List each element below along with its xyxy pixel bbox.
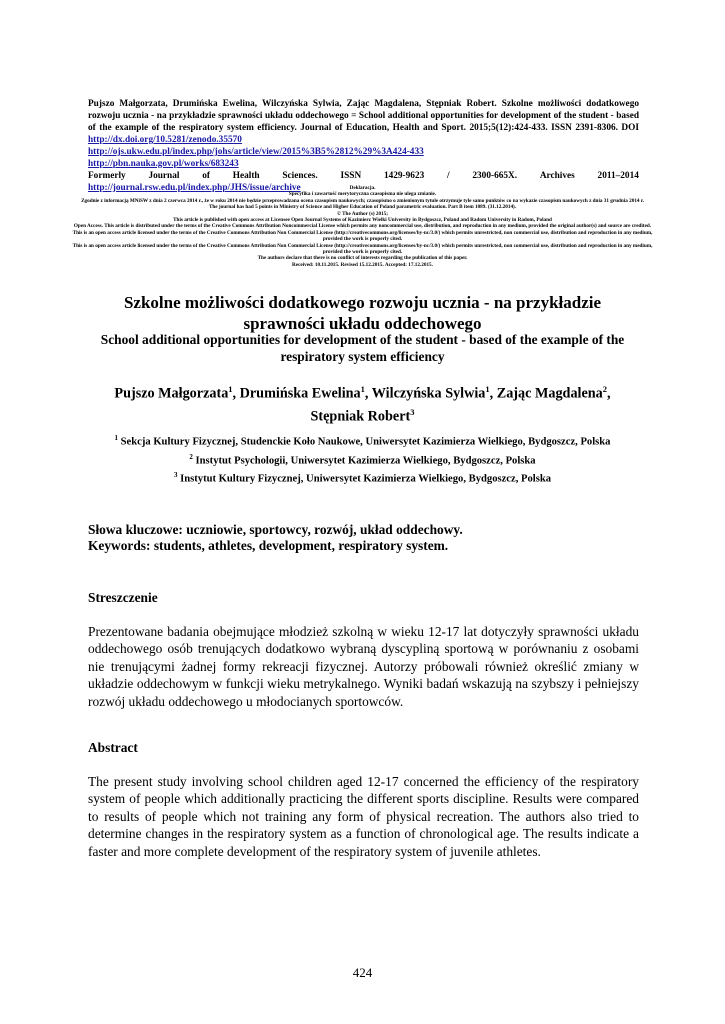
page-number: 424 [352, 965, 373, 980]
declaration-line: Specyfika i zawartość merytoryczna czasopisma nie ulega zmianie. [288, 191, 437, 198]
formerly-word: of [202, 171, 210, 181]
declaration-line: Deklaracja. [349, 185, 376, 191]
keywords-english: Keywords: students, athletes, development, respiratory system. [88, 538, 449, 553]
formerly-word: ISSN [340, 171, 362, 181]
affiliations [100, 431, 625, 487]
formerly-word: Formerly [88, 171, 126, 181]
author-affiliation-mark: 1 [228, 384, 233, 394]
affiliation-number: 3 [173, 471, 178, 480]
affiliation-number: 1 [114, 434, 118, 442]
pbn-link[interactable]: http://pbn.nauka.gov.pl/works/683243 [88, 159, 239, 169]
archive-link[interactable]: http://journal.rsw.edu.pl/index.php/JHS/issue/archive [88, 183, 301, 193]
author-separator: , [232, 385, 240, 402]
formerly-word: Archives [539, 171, 575, 181]
author-separator: , [364, 385, 372, 402]
author-name: Stępniak Robert [310, 408, 411, 425]
declaration-line: Received: 10.11.2015. Revised 15.12.2015. Accepted: 17.12.2015. [292, 261, 433, 268]
affiliation-item [100, 431, 625, 450]
declaration-block [70, 185, 655, 268]
declaration-line: This is an open access article licensed under the terms of the Creative Commons Attribution Non Commercial License (http://creativecommons.org/licenses/by-nc/3.0/) which permits unrestricted, non commercial use, distribution and reproduction in any medium, provided the work is properly cited. [72, 242, 653, 256]
author-name: Drumińska Ewelina [239, 385, 361, 402]
title-english: School additional opportunities for development of the student - based of the example of the respiratory system efficiency [100, 332, 625, 364]
affiliation-text: Instytut Psychologii, Uniwersytet Kazimierza Wielkiego, Bydgoszcz, Polska [195, 455, 536, 467]
declaration-line: This article is published with open access at Licensee Open Journal Systems of Kazimierz Wielki University in Bydgoszcz, Poland and Radom University in Radom, Poland [173, 217, 552, 224]
formerly-word: Journal [148, 171, 180, 181]
author-separator: , [489, 385, 497, 402]
doi-link[interactable]: http://dx.doi.org/10.5281/zenodo.35570 [88, 135, 242, 145]
author-list [95, 380, 630, 425]
declaration-line: © The Author (s) 2015; [337, 210, 388, 217]
declaration-line: Zgodnie z informacją MNiSW z dnia 2 czerwca 2014 r., że w roku 2014 nie będzie przeprowadzana ocena czasopism naukowych; czasopismo o zmienionym tytule otrzymuje tyle samo punktów co na wykazie czasopism naukowych z dnia 31 grudnia 2014 r. [81, 197, 644, 204]
affiliation-text: Sekcja Kultury Fizycznej, Studenckie Koło Naukowe, Uniwersytet Kazimierza Wielkiego, Bydgoszcz, Polska [120, 436, 611, 448]
streszczenie-heading: Streszczenie [88, 590, 158, 605]
keywords-block [88, 522, 639, 554]
citation-block [88, 98, 639, 194]
formerly-word: Health [232, 171, 260, 181]
author-name: Pujszo Małgorzata [114, 385, 229, 402]
formerly-word: 2300-665X. [472, 171, 518, 181]
author-affiliation-mark: 1 [360, 384, 365, 394]
author-affiliation-mark: 2 [602, 384, 608, 394]
formerly-word: 1429-9623 [383, 171, 425, 181]
affiliation-item [100, 468, 625, 487]
affiliation-number: 2 [189, 452, 193, 461]
declaration-line: The journal has had 5 points in Ministry of Science and Higher Education of Poland parametric evaluation. Part B item 1089. (31.12.2014). [208, 204, 517, 211]
ojs-link[interactable]: http://ojs.ukw.edu.pl/index.php/johs/article/view/2015%3B5%2812%29%3A424-433 [88, 147, 424, 157]
declaration-line: Open Access. This article is distributed under the terms of the Creative Commons Attribution Noncommercial License which permits any noncommercial use, distribution, and reproduction in any medium, provided the original author(s) and source are credited. This is an open access article licensed under the terms of the Creative Commons Attribution Non Commercial License (http://creativecommons.org/licenses/by-nc/3.0/) which permits unrestricted, non commercial use, distribution and reproduction in any medium, provided the work is properly cited. [72, 223, 653, 243]
abstract-text: The present study involving school children aged 12-17 concerned the efficiency of the respiratory system of people which additionally practicing the different sports discipline. Results were compared to results of people which not training any form of physical recreation. The authors also tried to determine changes in the respiratory system as a function of chronological age. The results indicate a faster and more complete development of the respiratory system of juvenile athletes. [88, 774, 639, 859]
formerly-word: Sciences. [282, 171, 318, 181]
keywords-polish: Słowa kluczowe: uczniowie, sportowcy, rozwój, układ oddechowy. [88, 522, 463, 537]
formerly-word: / [447, 171, 450, 181]
author-affiliation-mark: 1 [485, 384, 490, 394]
affiliation-text: Instytut Kultury Fizycznej, Uniwersytet Kazimierza Wielkiego, Bydgoszcz, Polska [180, 473, 552, 485]
declaration-line: The authors declare that there is no conflict of interests regarding the publication of this paper. [257, 255, 468, 262]
author-name: Zając Magdalena [496, 385, 603, 402]
title-polish: Szkolne możliwości dodatkowego rozwoju ucznia - na przykładzie sprawności układu oddechowego [123, 293, 602, 333]
streszczenie-text: Prezentowane badania obejmujące młodzież szkolną w wieku 12-17 lat dotyczyły sprawności układu oddechowego osób trenujących dodatkowo wybraną dyscypliną sportową w porównaniu z osobami nie trenującymi żadnej formy rekreacji fizycznej. Autorzy próbowali również określić zmiany w układzie oddechowym w funkcji wieku metrykalnego. Wyniki badań wskazują na szybszy i pełniejszy rozwój układu oddechowego u młodocianych sportowców. [88, 624, 639, 709]
affiliation-item [100, 450, 625, 469]
author-separator: , [607, 385, 611, 402]
author-name: Wilczyńska Sylwia [371, 385, 486, 402]
citation-text: Pujszo Małgorzata, Drumińska Ewelina, Wilczyńska Sylwia, Zając Magdalena, Stępniak Robert. Szkolne możliwości dodatkowego rozwoju ucznia - na przykładzie sprawności układu oddechowego = School additional opportunities for development of the student - based of the example of the respiratory system efficiency. Journal of Education, Health and Sport. 2015;5(12):424-433. ISSN 2391-8306. DOI [88, 99, 639, 133]
formerly-line [88, 170, 639, 182]
abstract-heading: Abstract [88, 740, 138, 755]
formerly-word: 2011–2014 [597, 171, 639, 181]
author-affiliation-mark: 3 [410, 406, 415, 417]
